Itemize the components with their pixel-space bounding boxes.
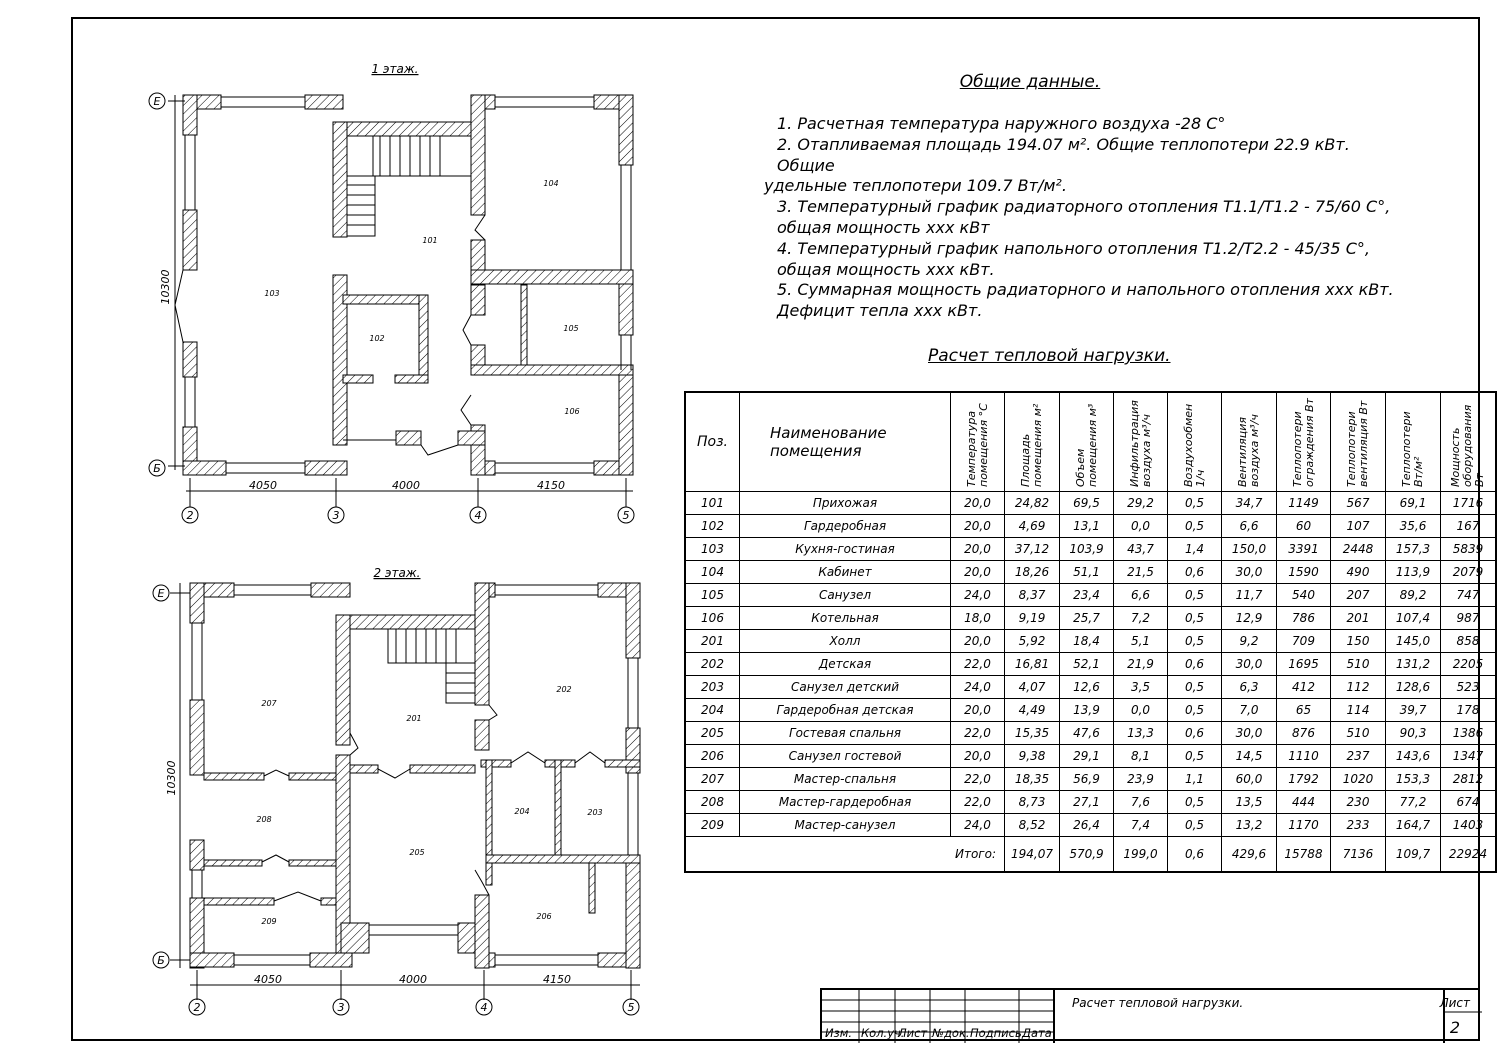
table-cell: 105 — [685, 584, 740, 607]
table-header-label: Вентиляция воздуха м³/ч — [1236, 413, 1261, 487]
table-cell: 47,6 — [1060, 722, 1114, 745]
table-cell: 0,0 — [1114, 515, 1168, 538]
table-header-label: Теплопотери Вт/м² — [1400, 410, 1425, 487]
table-header-cell — [1441, 392, 1497, 492]
table-header-cell — [1277, 392, 1331, 492]
table-cell: Холл — [740, 630, 951, 653]
table-cell: 207 — [685, 768, 740, 791]
table-row — [685, 745, 1496, 768]
table-row — [685, 492, 1496, 515]
table-cell: 786 — [1277, 607, 1331, 630]
stamp-label: Подпись — [970, 1026, 1022, 1040]
table-cell: 8,52 — [1005, 814, 1060, 837]
table-cell: 131,2 — [1386, 653, 1441, 676]
table-cell: 0,6 — [1168, 722, 1222, 745]
table-cell: 858 — [1441, 630, 1497, 653]
table-cell: 7,0 — [1222, 699, 1277, 722]
table-cell: 60,0 — [1222, 768, 1277, 791]
table-header-label: Теплопотери ограждения Вт — [1290, 397, 1316, 487]
table-cell: 18,4 — [1060, 630, 1114, 653]
room-label: 205 — [409, 848, 425, 857]
table-cell: 876 — [1277, 722, 1331, 745]
table-cell: 0,5 — [1168, 699, 1222, 722]
table-cell: 34,7 — [1222, 492, 1277, 515]
table-cell: 15,35 — [1005, 722, 1060, 745]
table-cell: 37,12 — [1005, 538, 1060, 561]
table-cell: 202 — [685, 653, 740, 676]
table-cell: 1110 — [1277, 745, 1331, 768]
dim-label: 4050 — [254, 973, 282, 986]
table-header-cell — [1060, 392, 1114, 492]
table-row — [685, 653, 1496, 676]
table-cell: 1,1 — [1168, 768, 1222, 791]
room-label: 208 — [256, 815, 272, 824]
heat-load-table — [684, 391, 1497, 873]
table-cell: 2812 — [1441, 768, 1497, 791]
table-cell: 20,0 — [951, 492, 1005, 515]
table-cell: 230 — [1331, 791, 1386, 814]
table-cell: Мастер-санузел — [740, 814, 951, 837]
general-line: 5. Суммарная мощность радиаторного и напольного отопления ххх кВт. — [777, 280, 1394, 300]
stamp-label: Лист — [898, 1026, 928, 1040]
table-header-label: Воздухообмен 1/ч — [1181, 403, 1207, 487]
title-block — [820, 988, 1480, 1041]
table-cell: Санузел — [740, 584, 951, 607]
total-cell: 15788 — [1277, 837, 1331, 873]
table-cell: 567 — [1331, 492, 1386, 515]
table-cell: 13,9 — [1060, 699, 1114, 722]
table-cell: 2205 — [1441, 653, 1497, 676]
axis-label: 2 — [193, 1001, 201, 1014]
table-cell: 113,9 — [1386, 561, 1441, 584]
table-cell: 106 — [685, 607, 740, 630]
table-cell: 5,1 — [1114, 630, 1168, 653]
table-row — [685, 676, 1496, 699]
table-cell: 18,35 — [1005, 768, 1060, 791]
table-cell: 150,0 — [1222, 538, 1277, 561]
table-cell: 18,26 — [1005, 561, 1060, 584]
table-cell: 540 — [1277, 584, 1331, 607]
table-cell: 153,3 — [1386, 768, 1441, 791]
stamp-label: Кол.уч. — [861, 1026, 905, 1040]
table-cell: 26,4 — [1060, 814, 1114, 837]
dim-label: 4000 — [399, 973, 427, 986]
table-cell: 101 — [685, 492, 740, 515]
general-line: 1. Расчетная температура наружного воздуха -28 С° — [777, 114, 1226, 133]
floor-plans — [0, 0, 660, 1040]
table-cell: 1347 — [1441, 745, 1497, 768]
table-cell: 0,5 — [1168, 676, 1222, 699]
table-cell: 16,81 — [1005, 653, 1060, 676]
axis-label: 3 — [337, 1001, 345, 1014]
total-cell: 109,7 — [1386, 837, 1441, 873]
table-row — [685, 791, 1496, 814]
table-row — [685, 515, 1496, 538]
table-cell: 8,37 — [1005, 584, 1060, 607]
table-total-row — [685, 837, 1496, 873]
table-header-cell — [1222, 392, 1277, 492]
table-cell: 0,5 — [1168, 745, 1222, 768]
table-cell: 157,3 — [1386, 538, 1441, 561]
table-cell: 39,7 — [1386, 699, 1441, 722]
calc-title: Расчет тепловой нагрузки. — [928, 346, 1171, 366]
table-cell: 2448 — [1331, 538, 1386, 561]
table-cell: 23,4 — [1060, 584, 1114, 607]
table-cell: 24,0 — [951, 584, 1005, 607]
total-cell: 570,9 — [1060, 837, 1114, 873]
table-row — [685, 561, 1496, 584]
table-cell: 23,9 — [1114, 768, 1168, 791]
total-cell: 199,0 — [1114, 837, 1168, 873]
table-cell: 112 — [1331, 676, 1386, 699]
table-cell: 490 — [1331, 561, 1386, 584]
room-label: 201 — [406, 714, 422, 723]
table-row — [685, 699, 1496, 722]
room-label: 103 — [264, 289, 280, 298]
table-cell: 1716 — [1441, 492, 1497, 515]
table-cell: 6,3 — [1222, 676, 1277, 699]
table-cell: 20,0 — [951, 538, 1005, 561]
table-header-label: Теплопотери вентиляция Вт — [1345, 400, 1370, 487]
room-label: 105 — [563, 324, 579, 333]
table-header-cell — [1331, 392, 1386, 492]
table-cell: 4,69 — [1005, 515, 1060, 538]
table-cell: 207 — [1331, 584, 1386, 607]
table-header-label: Площадь помещения м² — [1019, 403, 1044, 487]
table-row — [685, 722, 1496, 745]
general-data — [700, 72, 1400, 322]
table-cell: 77,2 — [1386, 791, 1441, 814]
axis-label: 3 — [332, 509, 340, 522]
table-cell: 20,0 — [951, 745, 1005, 768]
table-cell: 0,5 — [1168, 515, 1222, 538]
table-cell: 0,5 — [1168, 607, 1222, 630]
table-cell: 9,19 — [1005, 607, 1060, 630]
table-cell: 145,0 — [1386, 630, 1441, 653]
table-cell: 13,2 — [1222, 814, 1277, 837]
table-cell: 2079 — [1441, 561, 1497, 584]
room-label: 202 — [556, 685, 572, 694]
sheet-label: Лист — [1439, 996, 1470, 1010]
room-label: 209 — [261, 917, 277, 926]
table-cell: 0,5 — [1168, 630, 1222, 653]
table-header-label: Мощность оборудования Вт — [1449, 404, 1486, 487]
table-cell: 5,92 — [1005, 630, 1060, 653]
table-cell: 1,4 — [1168, 538, 1222, 561]
room-label: 101 — [422, 236, 438, 245]
table-header-cell — [951, 392, 1005, 492]
general-line: общая мощность ххх кВт — [777, 217, 990, 237]
table-row — [685, 607, 1496, 630]
table-cell: 30,0 — [1222, 722, 1277, 745]
table-cell: 3391 — [1277, 538, 1331, 561]
dim-label: 4150 — [537, 479, 565, 492]
table-cell: 20,0 — [951, 699, 1005, 722]
table-cell: 4,07 — [1005, 676, 1060, 699]
total-cell: 7136 — [1331, 837, 1386, 873]
floor1-title: 1 этаж. — [371, 62, 419, 76]
room-label: 206 — [536, 912, 552, 921]
table-cell: 0,5 — [1168, 791, 1222, 814]
table-cell: 24,82 — [1005, 492, 1060, 515]
table-header-cell: Поз. — [685, 392, 740, 492]
table-cell: 27,1 — [1060, 791, 1114, 814]
table-cell: 167 — [1441, 515, 1497, 538]
dim-label: 4150 — [543, 973, 571, 986]
table-cell: 9,38 — [1005, 745, 1060, 768]
total-cell: 0,6 — [1168, 837, 1222, 873]
table-cell: 13,5 — [1222, 791, 1277, 814]
table-cell: 1149 — [1277, 492, 1331, 515]
general-line: Дефицит тепла ххх кВт. — [777, 301, 983, 321]
table-cell: 22,0 — [951, 791, 1005, 814]
axis-label: 5 — [622, 509, 630, 522]
table-cell: 0,0 — [1114, 699, 1168, 722]
table-cell: 102 — [685, 515, 740, 538]
stamp-label: Изм. — [825, 1026, 853, 1040]
axis-label: Б — [157, 954, 165, 967]
table-cell: 204 — [685, 699, 740, 722]
table-cell: 20,0 — [951, 515, 1005, 538]
floor2-title: 2 этаж. — [373, 566, 421, 580]
table-header-cell: Наименование помещения — [740, 392, 951, 492]
total-cell: 194,07 — [1005, 837, 1060, 873]
axis-label: Е — [153, 95, 161, 108]
table-cell: 65 — [1277, 699, 1331, 722]
table-cell: 20,0 — [951, 561, 1005, 584]
table-cell: 30,0 — [1222, 561, 1277, 584]
general-line: 3. Температурный график радиаторного отопления Т1.1/Т1.2 - 75/60 С°, — [777, 197, 1391, 217]
table-cell: Мастер-гардеробная — [740, 791, 951, 814]
table-cell: 150 — [1331, 630, 1386, 653]
sheet-number: 2 — [1449, 1018, 1460, 1037]
table-cell: 7,2 — [1114, 607, 1168, 630]
axis-label: 2 — [186, 509, 194, 522]
stamp-title: Расчет тепловой нагрузки. — [1072, 996, 1244, 1010]
table-cell: 13,3 — [1114, 722, 1168, 745]
table-cell: 56,9 — [1060, 768, 1114, 791]
table-header-label: Объем помещения м³ — [1073, 403, 1099, 487]
table-cell: 412 — [1277, 676, 1331, 699]
floor2-plan — [153, 566, 640, 1015]
table-cell: 237 — [1331, 745, 1386, 768]
table-cell: 69,5 — [1060, 492, 1114, 515]
table-cell: 103,9 — [1060, 538, 1114, 561]
table-cell: 24,0 — [951, 676, 1005, 699]
table-cell: 12,6 — [1060, 676, 1114, 699]
general-line: общая мощность ххх кВт. — [777, 259, 995, 279]
table-cell: 43,7 — [1114, 538, 1168, 561]
table-row — [685, 814, 1496, 837]
table-cell: 107,4 — [1386, 607, 1441, 630]
table-cell: 1695 — [1277, 653, 1331, 676]
table-cell: 21,5 — [1114, 561, 1168, 584]
table-cell: 89,2 — [1386, 584, 1441, 607]
table-cell: 510 — [1331, 653, 1386, 676]
table-header-cell — [1168, 392, 1222, 492]
table-cell: 178 — [1441, 699, 1497, 722]
table-cell: 205 — [685, 722, 740, 745]
table-cell: 209 — [685, 814, 740, 837]
table-cell: 674 — [1441, 791, 1497, 814]
table-cell: 24,0 — [951, 814, 1005, 837]
table-cell: 143,6 — [1386, 745, 1441, 768]
table-cell: 208 — [685, 791, 740, 814]
table-cell: 29,2 — [1114, 492, 1168, 515]
table-cell: 1792 — [1277, 768, 1331, 791]
table-cell: 128,6 — [1386, 676, 1441, 699]
table-cell: 9,2 — [1222, 630, 1277, 653]
room-label: 104 — [543, 179, 559, 188]
total-label: Итого: — [685, 837, 1005, 873]
table-cell: 11,7 — [1222, 584, 1277, 607]
table-cell: 747 — [1441, 584, 1497, 607]
table-cell: 25,7 — [1060, 607, 1114, 630]
table-row — [685, 584, 1496, 607]
table-cell: 444 — [1277, 791, 1331, 814]
table-cell: 22,0 — [951, 722, 1005, 745]
table-cell: 206 — [685, 745, 740, 768]
room-label: 203 — [587, 808, 603, 817]
table-cell: 987 — [1441, 607, 1497, 630]
table-cell: 21,9 — [1114, 653, 1168, 676]
table-cell: 29,1 — [1060, 745, 1114, 768]
table-cell: 8,1 — [1114, 745, 1168, 768]
table-cell: Котельная — [740, 607, 951, 630]
table-cell: 1590 — [1277, 561, 1331, 584]
general-line: 2. Отапливаемая площадь 194.07 м². Общие теплопотери 22.9 кВт. Общие — [777, 134, 1350, 175]
table-cell: Санузел гостевой — [740, 745, 951, 768]
table-cell: Гардеробная детская — [740, 699, 951, 722]
stamp-label: №док. — [932, 1026, 970, 1040]
table-cell: 103 — [685, 538, 740, 561]
table-row — [685, 768, 1496, 791]
table-cell: 107 — [1331, 515, 1386, 538]
general-line: удельные теплопотери 109.7 Вт/м². — [764, 176, 1067, 196]
table-cell: 69,1 — [1386, 492, 1441, 515]
height-dim-label: 10300 — [159, 269, 172, 305]
axis-label: 5 — [627, 1001, 635, 1014]
total-cell: 22924 — [1441, 837, 1497, 873]
table-cell: Гардеробная — [740, 515, 951, 538]
axis-label: 4 — [480, 1001, 488, 1014]
table-header-label: Температура помещения °С — [964, 402, 990, 487]
table-cell: 0,5 — [1168, 492, 1222, 515]
table-cell: 164,7 — [1386, 814, 1441, 837]
table-cell: 0,5 — [1168, 814, 1222, 837]
table-cell: 203 — [685, 676, 740, 699]
table-cell: Прихожая — [740, 492, 951, 515]
stamp-label: Дата — [1022, 1026, 1052, 1040]
table-cell: 30,0 — [1222, 653, 1277, 676]
table-cell: 8,73 — [1005, 791, 1060, 814]
total-cell: 429,6 — [1222, 837, 1277, 873]
height-dim-label: 10300 — [165, 760, 178, 796]
table-cell: 201 — [1331, 607, 1386, 630]
table-cell: 22,0 — [951, 653, 1005, 676]
table-header-cell — [1386, 392, 1441, 492]
table-cell: 60 — [1277, 515, 1331, 538]
table-cell: 233 — [1331, 814, 1386, 837]
table-cell: Кабинет — [740, 561, 951, 584]
general-line: 4. Температурный график напольного отопления Т1.2/Т2.2 - 45/35 С°, — [777, 238, 1370, 258]
table-cell: 104 — [685, 561, 740, 584]
general-title: Общие данные. — [959, 72, 1101, 92]
table-cell: 12,9 — [1222, 607, 1277, 630]
table-row — [685, 630, 1496, 653]
table-cell: 709 — [1277, 630, 1331, 653]
dim-label: 4000 — [392, 479, 420, 492]
table-cell: 510 — [1331, 722, 1386, 745]
table-cell: 523 — [1441, 676, 1497, 699]
table-cell: 201 — [685, 630, 740, 653]
table-header-row — [685, 392, 1496, 492]
table-cell: Гостевая спальня — [740, 722, 951, 745]
table-cell: 1170 — [1277, 814, 1331, 837]
table-cell: 52,1 — [1060, 653, 1114, 676]
table-header-cell — [1114, 392, 1168, 492]
axis-label: Б — [153, 462, 161, 475]
room-label: 207 — [261, 699, 277, 708]
table-cell: 3,5 — [1114, 676, 1168, 699]
table-cell: 90,3 — [1386, 722, 1441, 745]
floor1-plan — [149, 62, 634, 523]
table-cell: 7,4 — [1114, 814, 1168, 837]
table-cell: 0,5 — [1168, 584, 1222, 607]
room-label: 102 — [369, 334, 385, 343]
table-cell: 4,49 — [1005, 699, 1060, 722]
table-cell: 114 — [1331, 699, 1386, 722]
table-cell: 0,6 — [1168, 653, 1222, 676]
table-cell: 13,1 — [1060, 515, 1114, 538]
table-cell: 6,6 — [1222, 515, 1277, 538]
dim-label: 4050 — [249, 479, 277, 492]
table-cell: 1386 — [1441, 722, 1497, 745]
table-cell: 18,0 — [951, 607, 1005, 630]
table-cell: 6,6 — [1114, 584, 1168, 607]
table-cell: 35,6 — [1386, 515, 1441, 538]
table-cell: 7,6 — [1114, 791, 1168, 814]
room-label: 204 — [514, 807, 530, 816]
table-cell: 1403 — [1441, 814, 1497, 837]
room-label: 106 — [564, 407, 580, 416]
table-cell: 1020 — [1331, 768, 1386, 791]
table-cell: 5839 — [1441, 538, 1497, 561]
table-cell: Детская — [740, 653, 951, 676]
table-header-label: Инфильтрация воздуха м³/ч — [1127, 399, 1153, 487]
table-header-cell — [1005, 392, 1060, 492]
table-cell: 20,0 — [951, 630, 1005, 653]
axis-label: Е — [157, 587, 165, 600]
axis-label: 4 — [474, 509, 482, 522]
table-row — [685, 538, 1496, 561]
table-cell: 0,6 — [1168, 561, 1222, 584]
table-cell: Мастер-спальня — [740, 768, 951, 791]
table-cell: 51,1 — [1060, 561, 1114, 584]
table-cell: 14,5 — [1222, 745, 1277, 768]
table-cell: Кухня-гостиная — [740, 538, 951, 561]
table-cell: Санузел детский — [740, 676, 951, 699]
table-cell: 22,0 — [951, 768, 1005, 791]
